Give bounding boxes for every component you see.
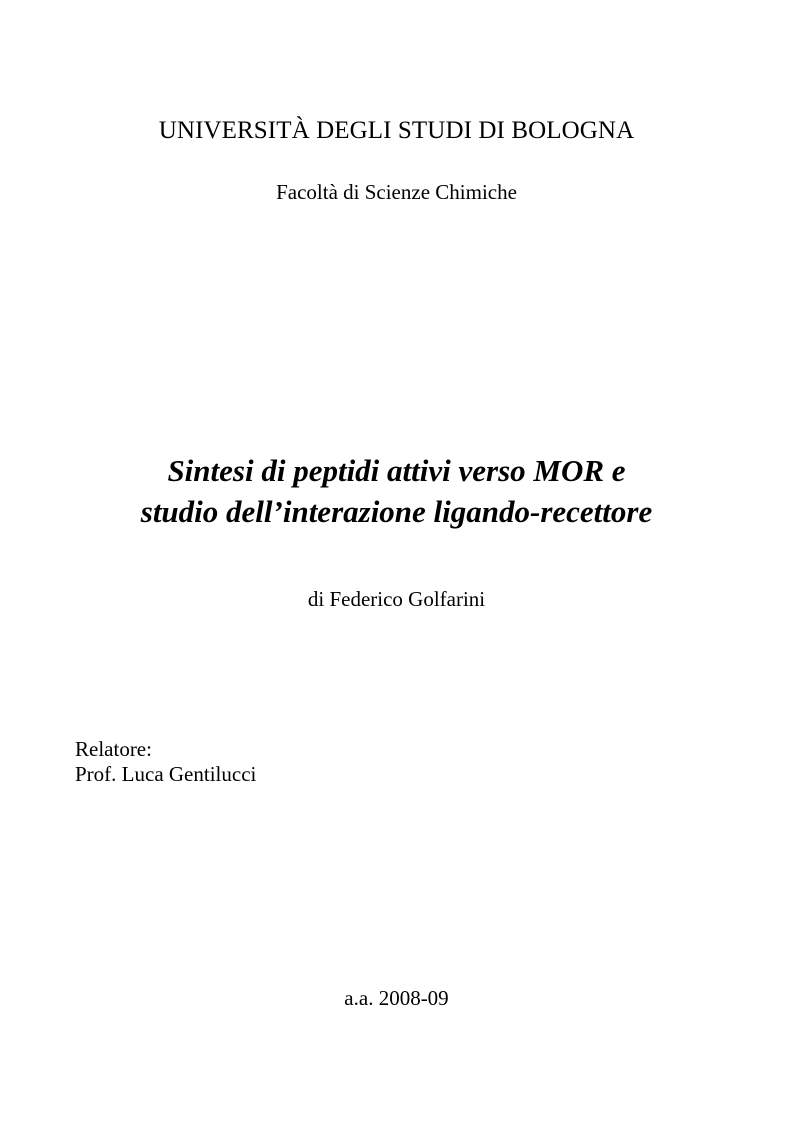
thesis-title-line-1: Sintesi di peptidi attivi verso MOR e (167, 453, 626, 488)
supervisor-label: Relatore: (75, 737, 152, 761)
thesis-title (0, 450, 793, 532)
thesis-title-line-2: studio dell’interazione ligando-recettore (140, 494, 653, 529)
university-name: UNIVERSITÀ DEGLI STUDI DI BOLOGNA (158, 117, 635, 144)
faculty-name: Facoltà di Scienze Chimiche (276, 180, 517, 204)
academic-year: a.a. 2008-09 (344, 986, 449, 1010)
supervisor-name: Prof. Luca Gentilucci (75, 762, 257, 786)
supervisor-block (75, 737, 256, 787)
author-line: di Federico Golfarini (307, 587, 486, 611)
